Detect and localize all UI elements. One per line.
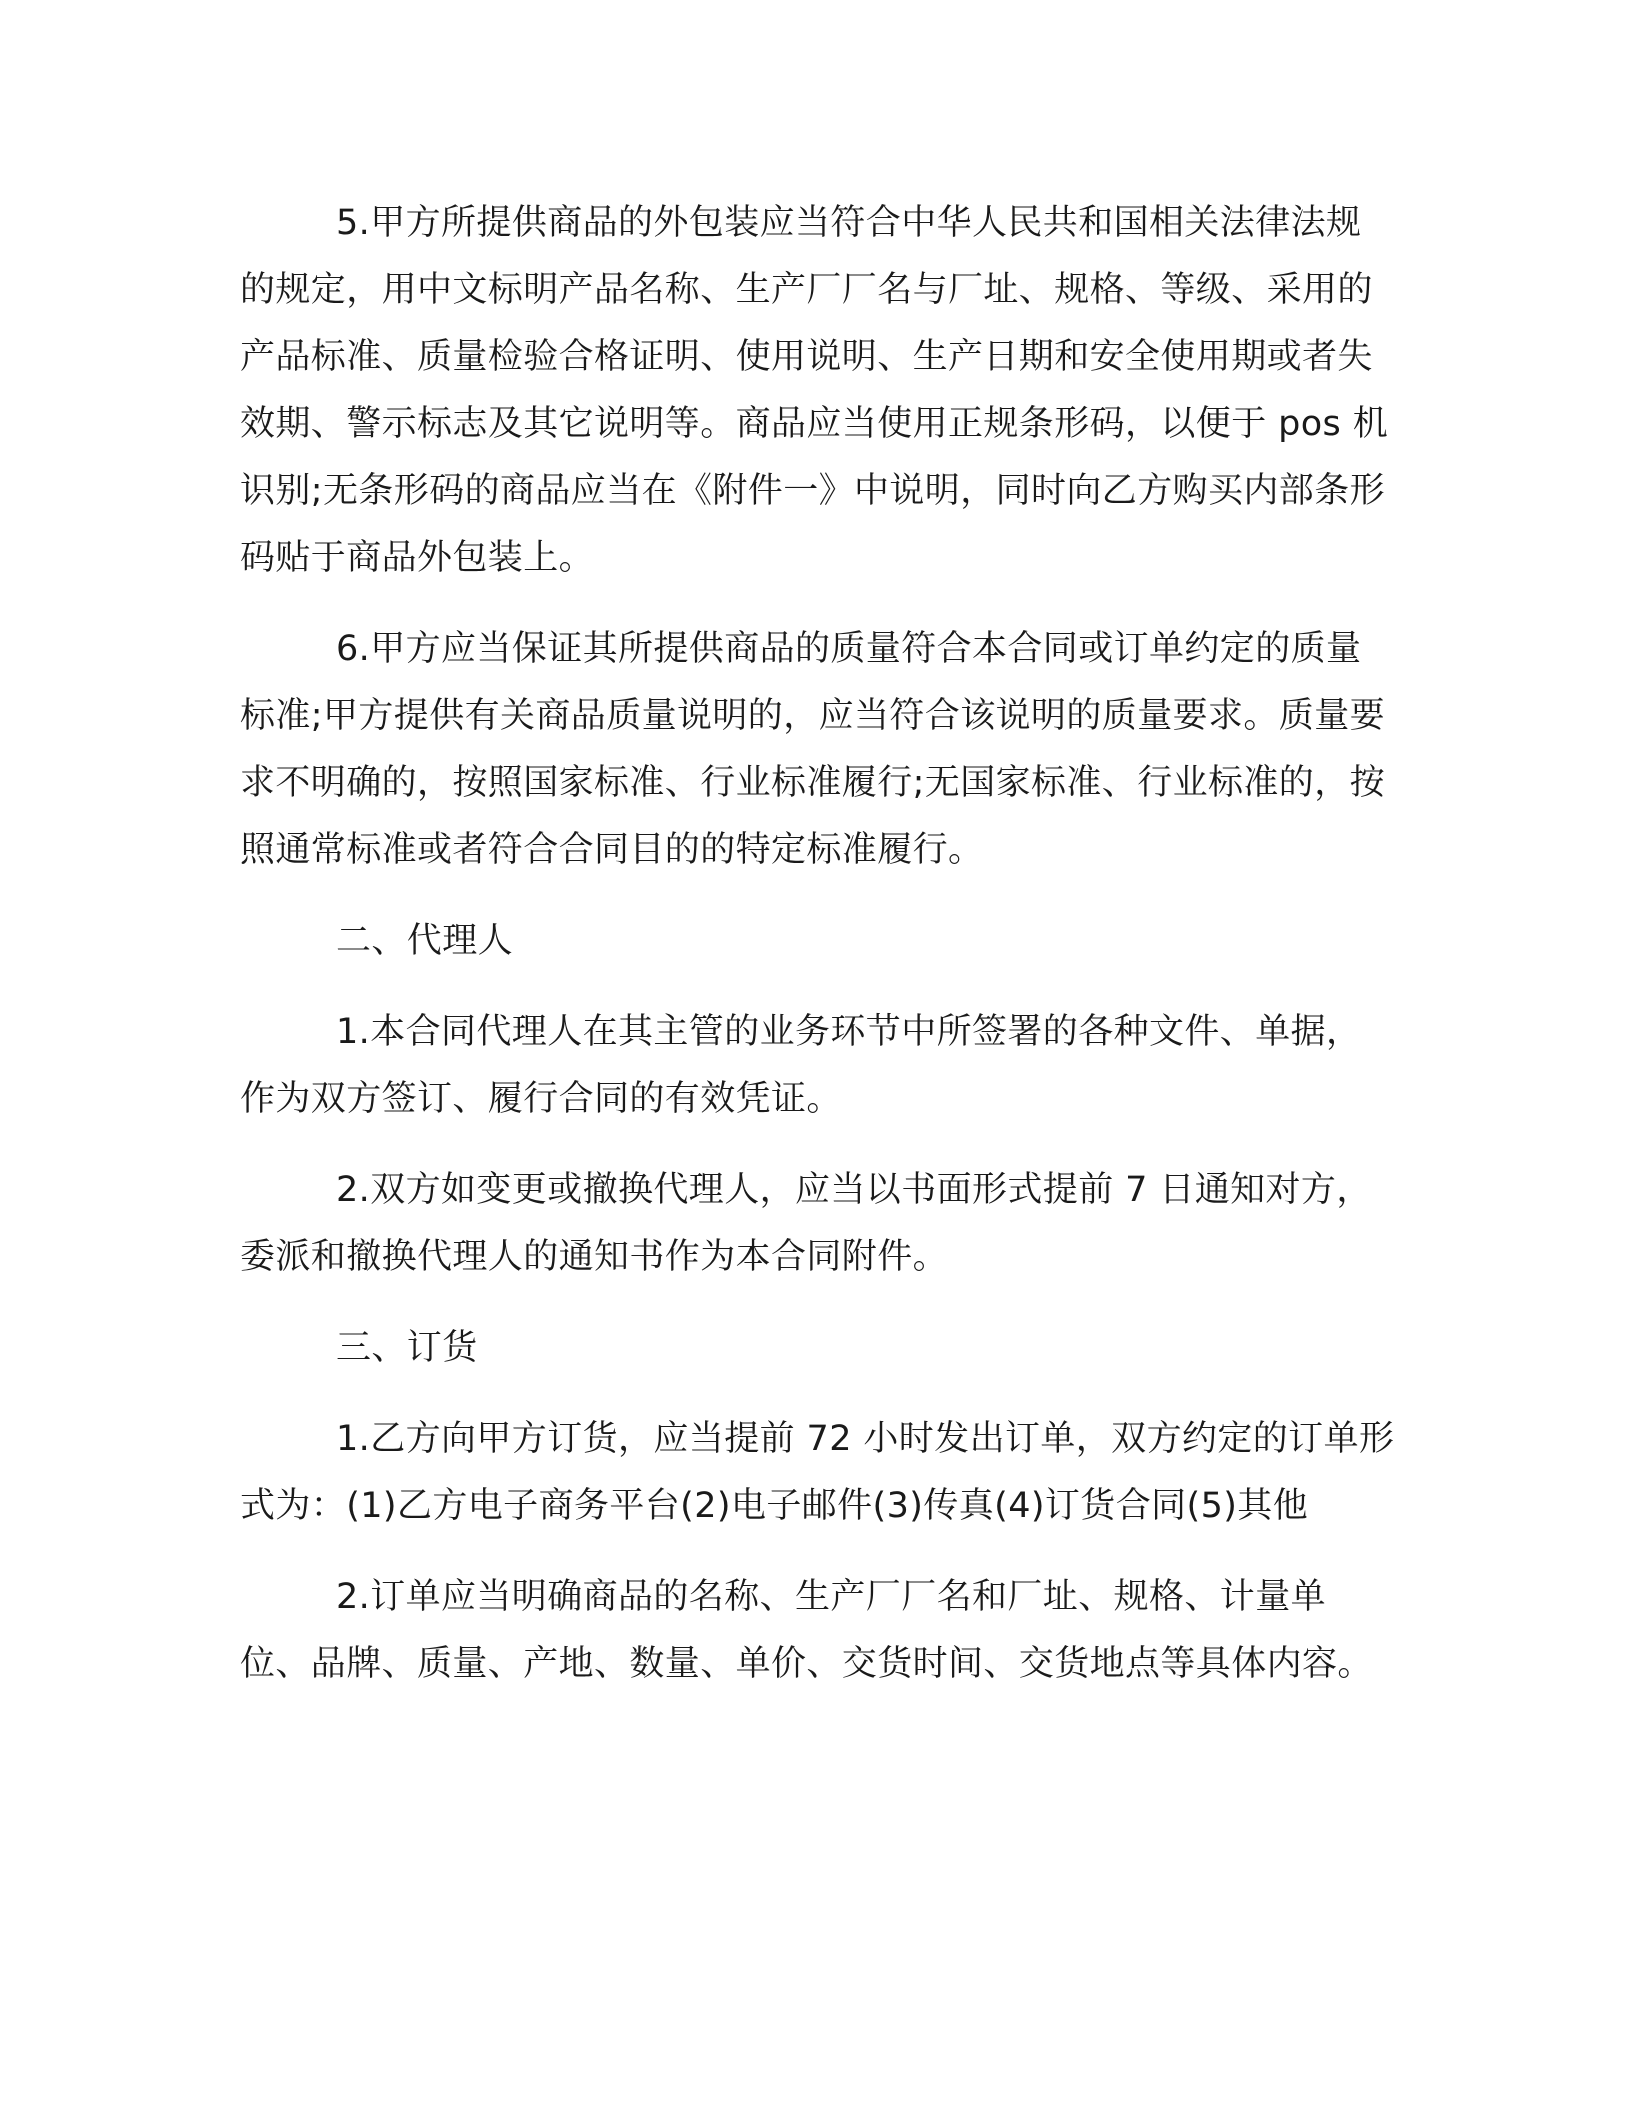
- clause-5-packaging: 5.甲方所提供商品的外包装应当符合中华人民共和国相关法律法规的规定，用中文标明产品名称、生产厂厂名与厂址、规格、等级、采用的产品标准、质量检验合格证明、使用说明、生产日期和安全使用期或者失效期、警示标志及其它说明等。商品应当使用正规条形码，以便于 pos 机识别;无条形码的商品应当在《附件一》中说明，同时向乙方购买内部条形码贴于商品外包装上。: [240, 203, 1389, 578]
- ordering-clause-2: 2.订单应当明确商品的名称、生产厂厂名和厂址、规格、计量单位、品牌、质量、产地、数量、单价、交货时间、交货地点等具体内容。: [240, 1577, 1373, 1684]
- document-body: [240, 190, 1395, 1722]
- agent-clause-2: 2.双方如变更或撤换代理人，应当以书面形式提前 7 日通知对方，委派和撤换代理人的通知书作为本合同附件。: [240, 1170, 1372, 1277]
- ordering-clause-1: 1.乙方向甲方订货，应当提前 72 小时发出订单，双方约定的订单形式为：(1)乙方电子商务平台(2)电子邮件(3)传真(4)订货合同(5)其他: [240, 1419, 1395, 1526]
- section-heading-ordering: 三、订货: [336, 1328, 478, 1368]
- agent-clause-1: 1.本合同代理人在其主管的业务环节中所签署的各种文件、单据，作为双方签订、履行合同的有效凭证。: [240, 1012, 1362, 1119]
- section-heading-agent: 二、代理人: [336, 921, 514, 961]
- clause-6-quality: 6.甲方应当保证其所提供商品的质量符合本合同或订单约定的质量标准;甲方提供有关商品质量说明的，应当符合该说明的质量要求。质量要求不明确的，按照国家标准、行业标准履行;无国家标准、行业标准的，按照通常标准或者符合合同目的的特定标准履行。: [240, 629, 1385, 870]
